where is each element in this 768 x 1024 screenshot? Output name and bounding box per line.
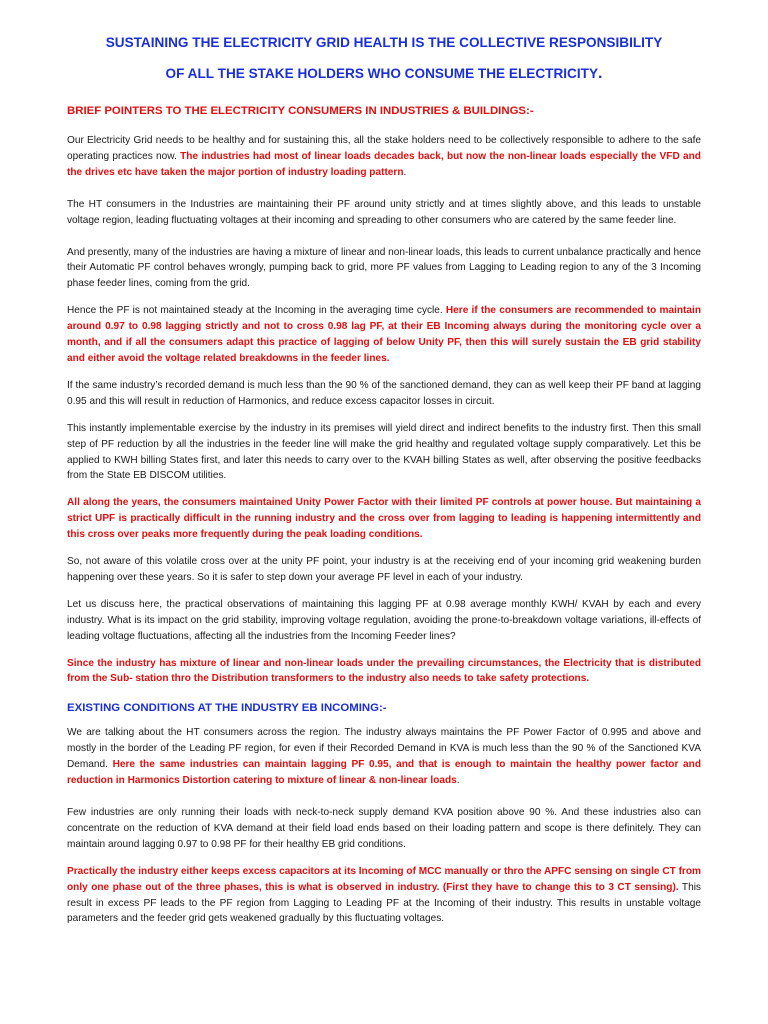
paragraph-implementable-exercise: This instantly implementable exercise by the industry in its premises will yield direct and indirect benefits to the industry first. Then this small step of PF reduction by all the industries in the feeder line will make the grid healthy and regulated voltage supply comparatively. Let this be applied to KWH billing States first, and later this needs to carry over to the KVAH billing States as well, after observing the positive feedbacks from the State EB DISCOM utilities. [67, 422, 701, 482]
paragraph-grid-healthy [67, 133, 701, 181]
highlighted-text: Here if the consumers are recommended to maintain around 0.97 to 0.98 lagging strictly and not to cross 0.98 lag PF, at their EB Incoming always during the monitoring cycle over a month, and if all the consumers adapt this practice of lagging of below Unity PF, then this will surely sustain the EB grid stability and either avoid the voltage related breakdowns in the feeder lines. [67, 305, 702, 364]
paragraph-text: . [403, 166, 407, 178]
paragraph-text: This result in excess PF leads to the PF region from Lagging to Leading PF at the Incoming of their industry. This results in unstable voltage parameters and the feeder grid gets weakened gradually by this fluctuating voltages. [67, 881, 701, 925]
highlighted-text: All along the years, the consumers maintained Unity Power Factor with their limited PF controls at power house. But maintaining a strict UPF is practically difficult in the running industry and the cross over from lagging to leading is happening intermittently and this cross over peaks more frequently during the peak loading conditions. [67, 497, 701, 541]
paragraph-text: Hence the PF is not maintained steady at the Incoming in the averaging time cycle. [67, 305, 446, 317]
paragraph-ht-consumers: The HT consumers in the Industries are maintaining their PF around unity strictly and at times slightly above, and this leads to unstable voltage region, leading fluctuating voltages at their incoming and spreading to other consumers who are catered by the same feeder line. [67, 198, 701, 226]
paragraph-text: . [456, 775, 460, 787]
paragraph-ht-consumers-region [67, 725, 701, 789]
section-heading-existing-conditions: EXISTING CONDITIONS AT THE INDUSTRY EB INCOMING:- [67, 702, 387, 715]
paragraph-safety-protections [67, 656, 701, 688]
paragraph-recorded-demand: If the same industry’s recorded demand is much less than the 90 % of the sanctioned demand, they can as well keep their PF band at lagging 0.95 and this will result in reduction of Harmonics, and reduce excess capacitor losses in circuit. [67, 379, 701, 407]
paragraph-mixture-loads: And presently, many of the industries are having a mixture of linear and non-linear loads, this leads to current unbalance practically and hence their Automatic PF control behaves wrongly, pumping back to grid, more PF values from Lagging to Leading region to any of the 3 Incoming phase feeder lines, coming from the grid. [67, 246, 701, 290]
title-line-2-period: . [598, 65, 603, 82]
highlighted-text: Here the same industries can maintain lagging PF 0.95, and that is enough to maintain the healthy power factor and reduction in Harmonics Distortion catering to mixture of linear & non-linear loads [67, 759, 701, 787]
paragraph-unity-power-factor [67, 495, 701, 543]
paragraph-excess-capacitors [67, 864, 701, 928]
document-title-line-2 [67, 65, 701, 82]
paragraph-practical-observations: Let us discuss here, the practical observations of maintaining this lagging PF at 0.98 average monthly KWH/ KVAH by each and every industry. What is its impact on the grid stability, improving voltage regulation, avoiding the prone-to-breakdown voltage variations, ill-effects of leading voltage fluctuations, affecting all the industries from the Incoming Feeder lines? [67, 598, 701, 642]
paragraph-text: Our Electricity Grid needs to be healthy and for sustaining this, all the stake holders need to be collectively responsible to adhere to the safe operating practices now. [67, 135, 701, 162]
paragraph-text: We are talking about the HT consumers across the region. The industry always maintains the PF Power Factor of 0.995 and above and mostly in the border of the Leading PF region, for even if their Recorded Demand in KVA is much less than the 90 % of the Sanctioned KVA Demand. [67, 727, 701, 771]
section-heading-brief-pointers: BRIEF POINTERS TO THE ELECTRICITY CONSUMERS IN INDUSTRIES & BUILDINGS:- [67, 105, 534, 117]
document-title-line-1 [67, 34, 701, 51]
paragraph-volatile-cross-over: So, not aware of this volatile cross over at the unity PF point, your industry is at the receiving end of your incoming grid weakening burden happening over these years. So it is safer to step down your average PF level in each of your industry. [67, 556, 701, 583]
title-line-2-text: OF ALL THE STAKE HOLDERS WHO CONSUME THE ELECTRICITY [165, 66, 599, 81]
highlighted-text: The industries had most of linear loads decades back, but now the non-linear loads especially the VFD and the drives etc have taken the major portion of industry loading pattern [67, 150, 701, 178]
highlighted-text: Since the industry has mixture of linear and non-linear loads under the prevailing circumstances, the Electricity that is distributed from the Sub- station thro the Distribution transformers to the industry also needs to take safety protections. [67, 657, 701, 685]
title-line-1-text: SUSTAINING THE ELECTRICITY GRID HEALTH IS THE COLLECTIVE RESPONSIBILITY [105, 35, 663, 50]
highlighted-text: Practically the industry either keeps excess capacitors at its Incoming of MCC manually or thro the APFC sensing on single CT from only one phase out of the three phases, this is what is observed in industry. (First they have to change this to 3 CT sensing). [67, 865, 702, 893]
paragraph-pf-not-maintained [67, 303, 701, 367]
paragraph-few-industries: Few industries are only running their loads with neck-to-neck supply demand KVA position above 90 %. And these industries also can concentrate on the reduction of KVA demand at their field load ends based on their loading pattern and scope is there definitely. They can maintain around lagging 0.97 to 0.98 PF for their healthy EB grid conditions. [67, 807, 701, 850]
